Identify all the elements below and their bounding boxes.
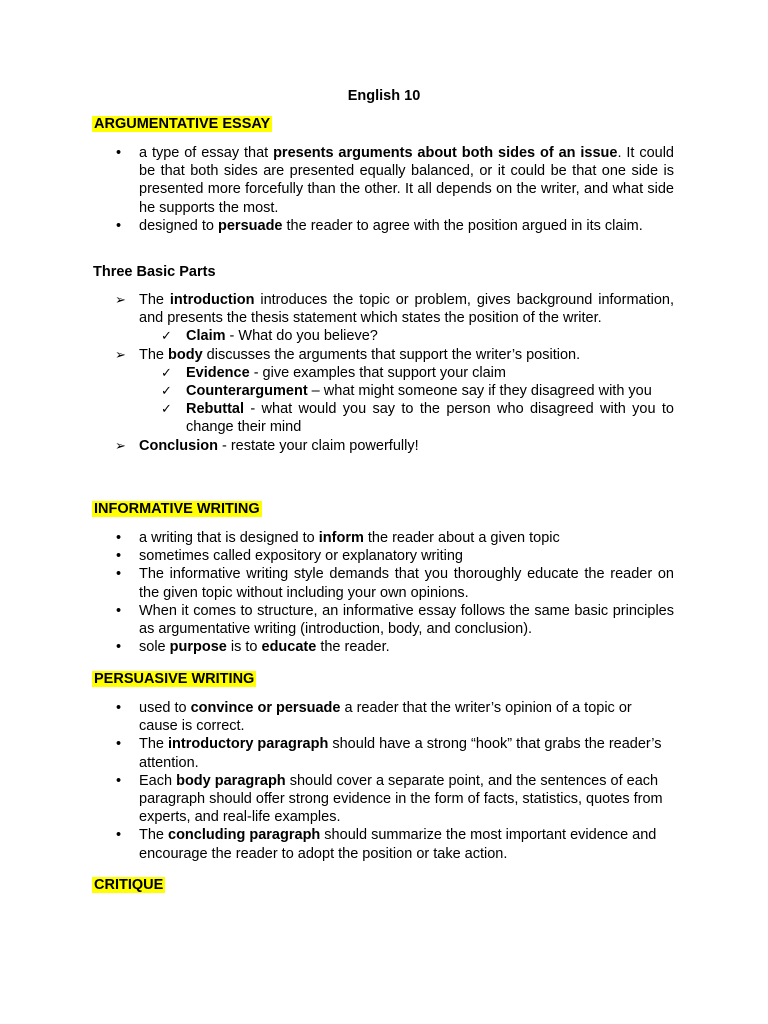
- bold-text: convince or persuade: [190, 700, 341, 716]
- text-run: designed to: [139, 217, 219, 234]
- list-item: [0, 144, 674, 217]
- argumentative-bullet-list: [0, 144, 768, 235]
- bold-text: introduction: [169, 292, 255, 308]
- checkmark-icon: ✓: [161, 383, 172, 399]
- text-run: should have a strong “hook” that grabs the reader’s attention.: [139, 736, 662, 771]
- list-item: [0, 565, 674, 601]
- parts-list: [0, 291, 768, 455]
- text-run: The: [139, 827, 169, 844]
- bold-text: Claim: [186, 328, 226, 345]
- section-heading-informative: [92, 500, 262, 518]
- list-item: [0, 327, 674, 345]
- text-run: When it comes to structure, an informative essay follows the same basic principles as argumentative writing (introduction, body, and conclusion).: [139, 602, 674, 638]
- bold-text: purpose: [169, 639, 227, 656]
- text-run: sometimes called expository or explanatory writing: [139, 548, 463, 565]
- list-item: [0, 382, 674, 400]
- bold-text: educate: [261, 639, 317, 656]
- text-run: is to: [226, 639, 262, 656]
- text-run: sole: [139, 639, 170, 656]
- bold-text: inform: [318, 530, 364, 546]
- list-item: [0, 291, 674, 327]
- bold-text: Counterargument: [186, 383, 308, 400]
- bullet-icon: •: [116, 827, 122, 844]
- text-run: used to: [139, 700, 191, 716]
- bold-text: body: [168, 346, 203, 363]
- text-run: discusses the arguments that support the writer’s position.: [202, 346, 581, 363]
- text-run: - what would you say to the person who disagreed with you to change their mind: [186, 401, 674, 436]
- heading-highlight: PERSUASIVE WRITING: [94, 671, 255, 687]
- bullet-icon: •: [116, 548, 122, 565]
- checkmark-icon: ✓: [161, 401, 172, 417]
- informative-bullet-list: [0, 529, 768, 656]
- text-run: The informative writing style demands that you thoroughly educate the reader on the given topic without including your own opinions.: [139, 566, 674, 601]
- bullet-icon: •: [116, 772, 122, 789]
- bold-text: presents arguments about both sides of an issue: [273, 145, 618, 161]
- text-run: The: [139, 292, 170, 308]
- list-item: [0, 735, 674, 771]
- arrow-bullet-icon: ➢: [115, 292, 126, 307]
- list-item: [0, 699, 674, 735]
- arrow-bullet-icon: ➢: [115, 437, 126, 453]
- bullet-icon: •: [116, 530, 122, 546]
- text-run: a type of essay that: [139, 145, 274, 161]
- document-title: English 10: [347, 88, 421, 104]
- text-run: - give examples that support your claim: [249, 364, 506, 381]
- text-run: - restate your claim powerfully!: [217, 437, 419, 454]
- text-run: should cover a separate point, and the sentences of each paragraph should offer strong evidence in the form of facts, statistics, quotes from experts, and real-life examples.: [139, 772, 663, 826]
- bullet-icon: •: [116, 639, 122, 656]
- text-run: The: [139, 736, 169, 753]
- persuasive-bullet-list: [0, 699, 768, 863]
- section-heading-argumentative: [92, 115, 272, 133]
- bold-text: concluding paragraph: [168, 827, 321, 844]
- bold-text: body paragraph: [176, 772, 286, 789]
- section-heading-critique: [92, 876, 165, 894]
- text-run: a reader that the writer’s opinion of a topic or cause is correct.: [139, 700, 632, 735]
- list-item: [0, 772, 674, 827]
- bullet-icon: •: [116, 700, 122, 716]
- list-item: [0, 217, 674, 235]
- list-item: [0, 529, 674, 547]
- text-run: a writing that is designed to: [139, 530, 319, 546]
- bullet-icon: •: [116, 217, 122, 234]
- arrow-bullet-icon: ➢: [115, 346, 126, 362]
- list-item: [0, 437, 674, 455]
- text-run: should summarize the most important evidence and encourage the reader to adopt the position or take action.: [139, 827, 657, 862]
- bold-text: Evidence: [186, 364, 250, 381]
- text-run: Each: [139, 772, 177, 789]
- list-item: [0, 638, 674, 656]
- bold-text: Rebuttal: [186, 401, 244, 418]
- subheading-three-basic-parts: Three Basic Parts: [93, 264, 216, 280]
- bullet-icon: •: [116, 736, 122, 753]
- text-run: – what might someone say if they disagreed with you: [307, 383, 652, 400]
- text-run: the reader about a given topic: [363, 530, 560, 546]
- bold-text: introductory paragraph: [168, 736, 329, 753]
- list-item: [0, 364, 674, 382]
- list-item: [0, 826, 674, 862]
- text-run: - What do you believe?: [225, 328, 378, 345]
- text-run: the reader to agree with the position argued in its claim.: [282, 217, 643, 234]
- text-run: introduces the topic or problem, gives background information, and presents the thesis statement which states the position of the writer.: [139, 292, 675, 327]
- list-item: [0, 400, 674, 436]
- bullet-icon: •: [116, 566, 122, 583]
- text-run: The: [139, 346, 169, 363]
- bullet-icon: •: [116, 602, 122, 619]
- text-run: the reader.: [316, 639, 390, 656]
- checkmark-icon: ✓: [161, 364, 172, 380]
- heading-highlight: ARGUMENTATIVE ESSAY: [94, 116, 271, 132]
- heading-highlight: CRITIQUE: [94, 877, 164, 893]
- section-heading-persuasive: [92, 670, 256, 688]
- list-item: [0, 602, 674, 638]
- list-item: [0, 547, 674, 565]
- text-run: . It could be that both sides are presented equally balanced, or it could be that one side is presented more forcefully than the other. It all depends on the writer, and what side he supports the most.: [139, 145, 674, 216]
- bold-text: persuade: [218, 217, 283, 234]
- checkmark-icon: ✓: [161, 328, 172, 344]
- heading-highlight: INFORMATIVE WRITING: [94, 501, 260, 517]
- bullet-icon: •: [116, 145, 122, 161]
- list-item: [0, 346, 674, 364]
- bold-text: Conclusion: [139, 437, 218, 454]
